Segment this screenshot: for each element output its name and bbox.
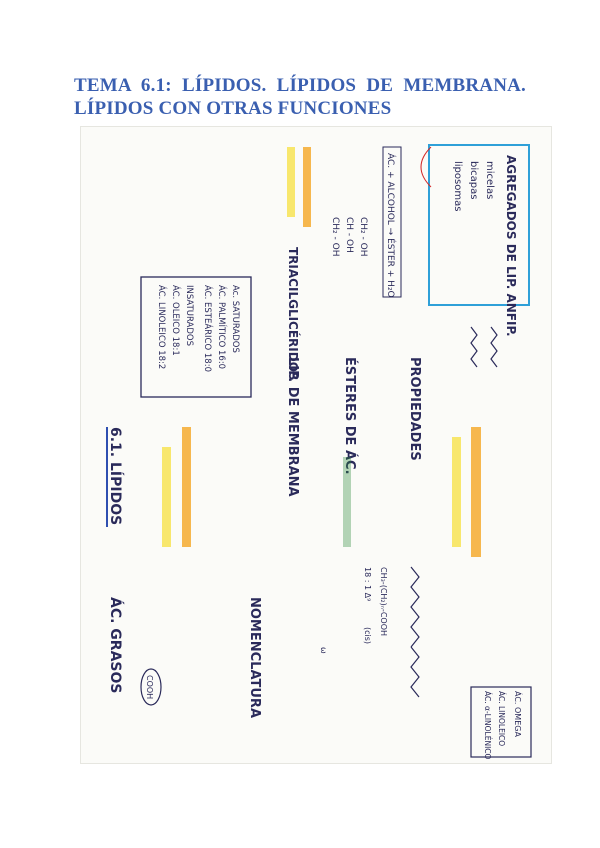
omega-1: ÁC. OMEGA — [513, 691, 522, 737]
delta-label: 18 : 1 Δ⁹ — [363, 567, 372, 602]
nomen-1: Ac. SATURADOS — [230, 285, 240, 353]
svg-text:ω: ω — [319, 647, 328, 654]
cooh-label: COOH — [145, 675, 154, 700]
agregados-item-2: bicapas — [468, 161, 479, 200]
ester-reaction: ÁC. + ALCOHOL → ÉSTER + H₂O — [385, 153, 395, 298]
nomen-3: ÁC. ESTEÁRICO 18:0 — [202, 285, 212, 372]
lip-membrana-title: LIP. DE MEMBRANA — [285, 357, 300, 497]
page-title-line-2: LÍPIDOS CON OTRAS FUNCIONES — [74, 98, 392, 119]
triacilgliceridos-title: TRIACILGLICÉRIDOS — [286, 247, 300, 381]
nomen-5: ÁC. OLEICO 18:1 — [170, 285, 180, 356]
omega-3: ÁC. α-LINOLÉNICO — [483, 691, 492, 760]
handwritten-notes-image — [80, 126, 552, 764]
cis-label: (cis) — [363, 627, 372, 645]
propiedades-title: PROPIEDADES — [407, 357, 422, 461]
notes-drawing — [81, 127, 551, 763]
formula-text: CH₃-(CH₂)ₙ-COOH — [379, 567, 388, 637]
acidos-grasos-title: ÁC. GRASOS — [107, 597, 123, 694]
page-title — [74, 74, 526, 120]
glycerol-1: CH₂ - OH — [358, 217, 368, 257]
nomen-2: ÁC. PALMÍTICO 16:0 — [216, 285, 226, 370]
agregados-title: AGREGADOS DE LIP. ANFIP. — [504, 155, 518, 337]
glycerol-2: CH - OH — [344, 217, 354, 253]
omega-2: ÁC. LINOLEICO — [497, 691, 506, 747]
notes-heading: 6.1. LÍPIDOS — [107, 427, 123, 526]
nomen-6: ÁC. LINOLEICO 18:2 — [156, 285, 166, 370]
nomenclatura-title: NOMENCLATURA — [247, 597, 262, 718]
nomen-4: INSATURADOS — [184, 285, 194, 346]
agregados-item-3: liposomas — [452, 161, 463, 212]
glycerol-3: CH₂ - OH — [330, 217, 340, 257]
agregados-item-1: micelas — [484, 161, 495, 200]
esteres-title: ÉSTERES DE ÁC. — [342, 357, 357, 475]
page-title-line-1: TEMA 6.1: LÍPIDOS. LÍPIDOS DE MEMBRANA. — [74, 75, 526, 96]
